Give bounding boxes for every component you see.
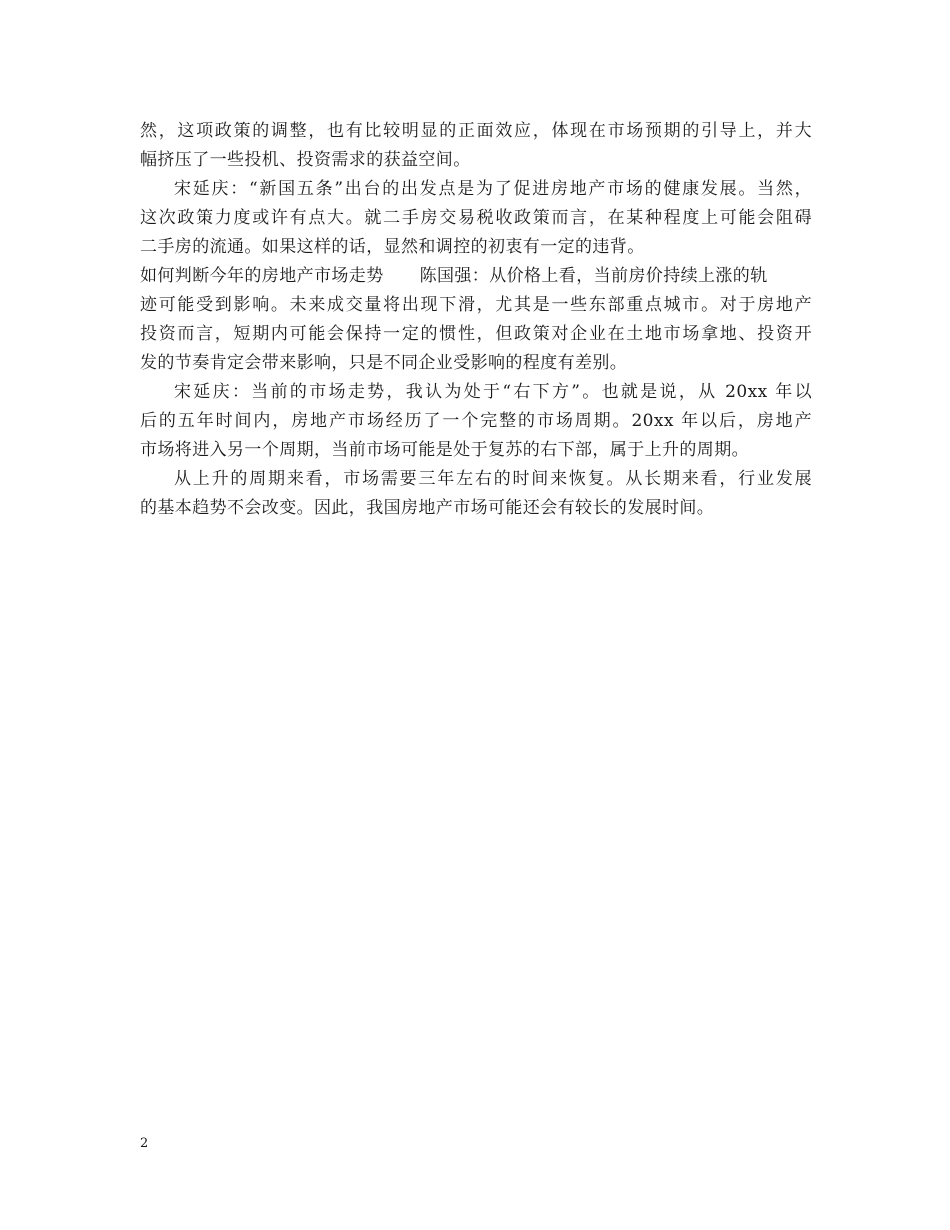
text-line: 后的五年时间内，房地产市场经历了一个完整的市场周期。20xx 年以后，房地产 [140, 411, 812, 431]
text-line: 这次政策力度或许有点大。就二手房交易税收政策而言，在某种程度上可能会阻碍 [140, 208, 812, 228]
text-line: 发的节奏肯定会带来影响，只是不同企业受影响的程度有差别。 [140, 353, 628, 373]
text-line: 市场将进入另一个周期，当前市场可能是处于复苏的右下部，属于上升的周期。 [140, 440, 749, 460]
paragraph-line: 宋延庆：当前的市场走势，我认为处于“右下方”。也就是说，从 20xx 年以 [174, 382, 812, 402]
section-heading: 如何判断今年的房地产市场走势 [140, 266, 384, 286]
text-line: 然，这项政策的调整，也有比较明显的正面效应，体现在市场预期的引导上，并大 [140, 121, 812, 141]
page-number: 2 [140, 1136, 149, 1151]
text-line: 迹可能受到影响。未来成交量将出现下滑，尤其是一些东部重点城市。对于房地产 [140, 295, 812, 315]
section-heading-line [140, 262, 812, 291]
text-line: 陈国强：从价格上看，当前房价持续上涨的轨 [419, 266, 768, 286]
text-line: 幅挤压了一些投机、投资需求的获益空间。 [140, 150, 471, 170]
text-line: 二手房的流通。如果这样的话，显然和调控的初衷有一定的违背。 [140, 237, 645, 257]
article-body [140, 117, 812, 523]
paragraph-line: 从上升的周期来看，市场需要三年左右的时间来恢复。从长期来看，行业发展 [174, 469, 812, 489]
paragraph-line: 宋延庆：“新国五条”出台的出发点是为了促进房地产市场的健康发展。当然， [174, 179, 812, 199]
text-line: 投资而言，短期内可能会保持一定的惯性，但政策对企业在土地市场拿地、投资开 [140, 324, 812, 344]
text-line: 的基本趋势不会改变。因此，我国房地产市场可能还会有较长的发展时间。 [140, 498, 715, 518]
